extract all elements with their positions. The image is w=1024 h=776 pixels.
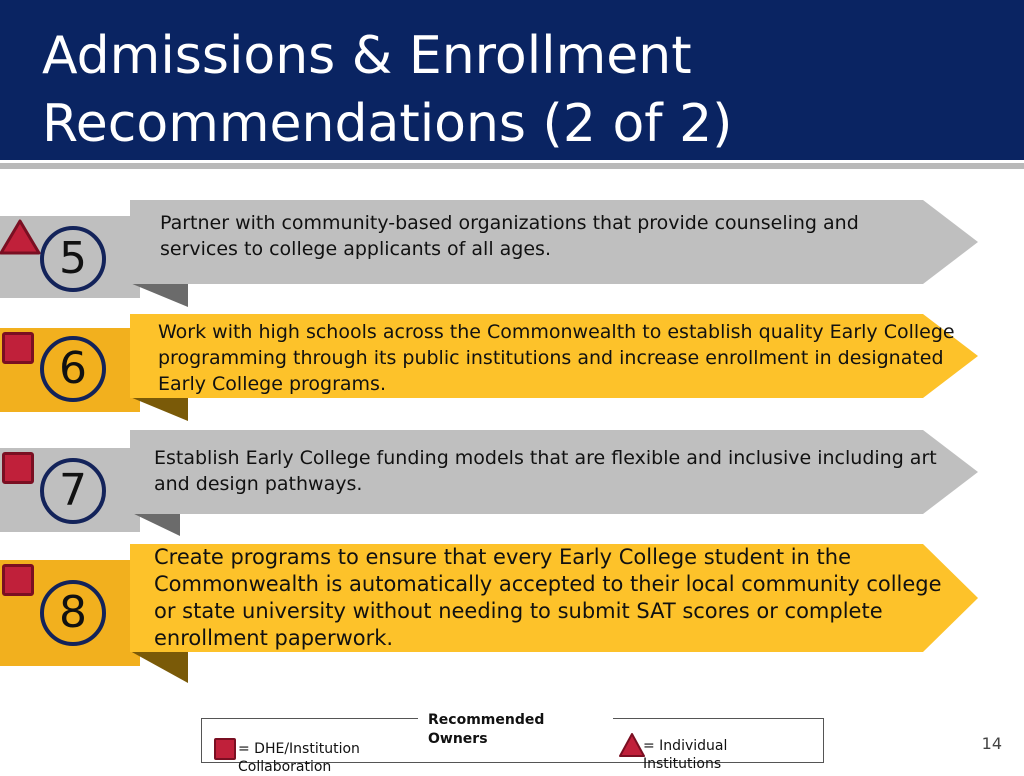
square-icon xyxy=(2,564,34,596)
recommendation-number: 6 xyxy=(40,336,106,402)
legend-item-individual: = Individual Institutions xyxy=(643,738,728,772)
slide-title xyxy=(42,22,982,158)
recommendation-number: 7 xyxy=(40,458,106,524)
recommendation-text: Work with high schools across the Commonwealth to establish quality Early College programming through its public institutions and increase enrollment in designated Early College programs. xyxy=(158,321,955,395)
recommendation-number: 8 xyxy=(40,580,106,646)
header-divider xyxy=(0,163,1024,169)
square-icon xyxy=(2,452,34,484)
legend-item-collaboration: = DHE/Institution Collaboration xyxy=(238,741,360,775)
banner-fold xyxy=(130,651,188,683)
slide-header xyxy=(0,0,1024,160)
recommendation-text: Establish Early College funding models that are flexible and inclusive including art and design pathways. xyxy=(154,447,937,495)
banner-fold xyxy=(130,512,180,536)
banner-fold xyxy=(130,397,188,421)
triangle-icon xyxy=(618,732,646,758)
triangle-icon xyxy=(0,218,42,256)
square-icon xyxy=(214,738,236,760)
recommendation-number: 5 xyxy=(40,226,106,292)
square-icon xyxy=(2,332,34,364)
slide-title-line-2: Recommendations (2 of 2) xyxy=(42,94,733,154)
page-number: 14 xyxy=(981,734,1002,753)
legend-title: Recommended Owners xyxy=(418,711,613,749)
banner-fold xyxy=(130,283,188,307)
recommendation-text: Partner with community-based organizations that provide counseling and services to college applicants of all ages. xyxy=(160,212,859,260)
recommendation-text: Create programs to ensure that every Early College student in the Commonwealth is automatically accepted to their local community college or state university without needing to submit SAT scores or complete enrollment paperwork. xyxy=(154,545,942,650)
slide-title-line-1: Admissions & Enrollment xyxy=(42,26,692,86)
